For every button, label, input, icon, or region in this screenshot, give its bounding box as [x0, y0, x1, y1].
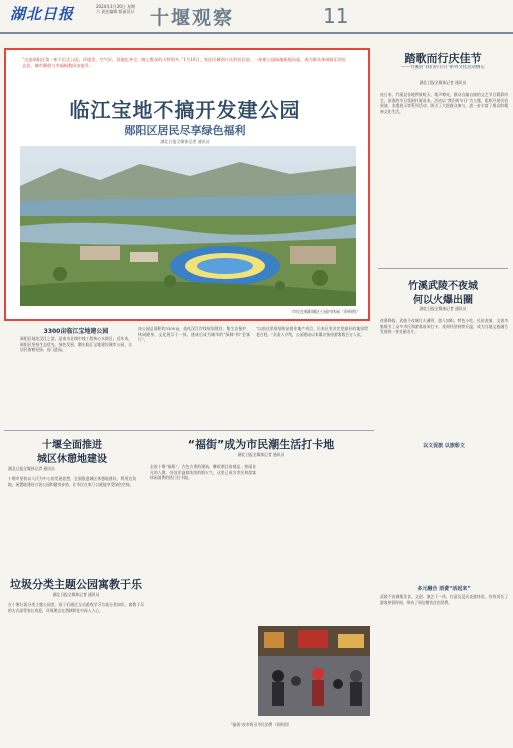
- page-header: [0, 0, 513, 34]
- right-bottom-text: 武陵不夜城集美食、文创、演艺于一体，打造沉浸式夜游体验，有效延长了游客停留时间，带动了周边餐饮住宿消费。: [380, 594, 508, 605]
- masthead-dateline: 2024年1月20日 星期六 责任编辑 版面设计: [96, 4, 136, 14]
- feature-lead: “这是郧阳区第一座下沉式公园，环境美、空气好，设施也齐全，晚上散步的人特别多。”1月16日，家住区城南片区的居民说。一座座公园绿地拔地而起，成为群众休闲娱乐的好去处，城市颜值与幸福指数同步提升。: [22, 57, 347, 68]
- right2-subsection-label: 以文促旅 以旅彰文: [423, 443, 465, 449]
- feature-column-1: 郧阳区地处汉江之滨，是南水北调中线工程核心水源区。近年来，郧阳区坚持生态优先、绿色发展，腾出临江宝地建设城市公园，让居民推窗见绿、出门进园。: [20, 336, 132, 353]
- feature-column-2: 该公园总面积约3300亩，依托汉江岸线规划建设，集生态保护、休闲健身、文化展示于一体，建成后成为城市的“绿肺”和“会客厅”。: [138, 326, 250, 343]
- page-number: 11: [323, 4, 349, 28]
- divider: [378, 268, 508, 269]
- section-title: 十堰观察: [150, 7, 235, 29]
- right-byline: 湖北日报全媒体记者 通讯员: [419, 80, 467, 85]
- feature-byline: 湖北日报全媒体记者 通讯员: [160, 139, 210, 144]
- divider: [4, 430, 374, 431]
- right-body-text: 连日来，竹溪县各地锣鼓喧天、歌声嘹亮，群众自编自演的文艺节目精彩纷呈，浓浓的节日氛围扑面而来。活动以“我们的节日”为主题，组织开展民俗展演、非遗展示等系列活动，吸引了大批群众参与，进一步丰富了群众的精神文化生活。: [380, 92, 508, 114]
- right2-headline: 竹溪武陵不夜城: [408, 281, 478, 292]
- masthead-logo: 湖北日报: [10, 5, 75, 23]
- mid-byline: 湖北日报全媒体记者 通讯员: [237, 452, 285, 457]
- feature-subheadline: 郧阳区居民尽享绿色福利: [124, 124, 246, 137]
- right2-byline: 湖北日报全媒体记者 通讯员: [419, 306, 467, 311]
- left-headline: 十堰全面推进: [42, 440, 102, 451]
- bottom-body-text: 在十堰垃圾分类主题公园里，孩子们通过互动游戏学习垃圾分类知识，寓教于乐的方式深受家长欢迎，环保理念在潜移默化中深入人心。: [8, 602, 144, 613]
- right-headline: 踏歌而行庆佳节: [404, 52, 482, 65]
- feature-photo-caption: 市民在郧阳城区公园内休闲（资料图）: [292, 309, 360, 314]
- feature-headline: 临江宝地不搞开发建公园: [69, 98, 301, 122]
- bottom-byline: 湖北日报全媒体记者 通讯员: [52, 592, 100, 597]
- right2-subheadline: 何以火爆出圈: [413, 295, 473, 306]
- street-market-photo: [258, 626, 370, 716]
- park-aerial-photo: [20, 146, 356, 306]
- left-headline-2: 城区休憩地建设: [37, 454, 107, 465]
- mid-headline: “福街”成为市民潮生活打卡地: [187, 438, 335, 451]
- mid-photo-caption: “福街”夜市吸引市民消费（资料图）: [230, 722, 292, 727]
- left-body-text: 十堰市坚持以人民为中心的发展思想，全面推进城区休憩地建设，利用边角地、闲置地建设口袋公园和健身步道，让市民在家门口就能享受绿色空间。: [8, 476, 136, 487]
- right2-body-text: 夜幕降临，武陵不夜城灯火通明，游人如织。特色小吃、民俗表演、文创市集吸引了众多市民和游客前来打卡，夜间经济持续升温，成为当地文旅融合发展的一张亮丽名片。: [380, 318, 508, 335]
- right-subheadline: ——竹溪县“我们的节日”系列文化活动侧记: [401, 65, 485, 70]
- feature-column-3: “以前这里规划的是商业地产项目，后来区里决定把最好的地留给老百姓。”负责人介绍，公园建成以来累计接待游客数百万人次。: [256, 326, 368, 337]
- mid-body-text: 走进十堰“福街”，古色古香的建筑、琳琅满目的商品、热闹非凡的人群，处处洋溢着浓浓的烟火气。这里已成为市民和游客休闲消费的热门打卡地。: [150, 464, 256, 481]
- feature-subsection-title: 3300亩临江宝地建公园: [43, 328, 109, 335]
- right-bottom-label: 多元融合 消费“活起来”: [417, 586, 471, 592]
- left-byline: 湖北日报全媒体记者 通讯员: [8, 466, 55, 471]
- bottom-headline: 垃圾分类主题公园寓教于乐: [10, 578, 142, 591]
